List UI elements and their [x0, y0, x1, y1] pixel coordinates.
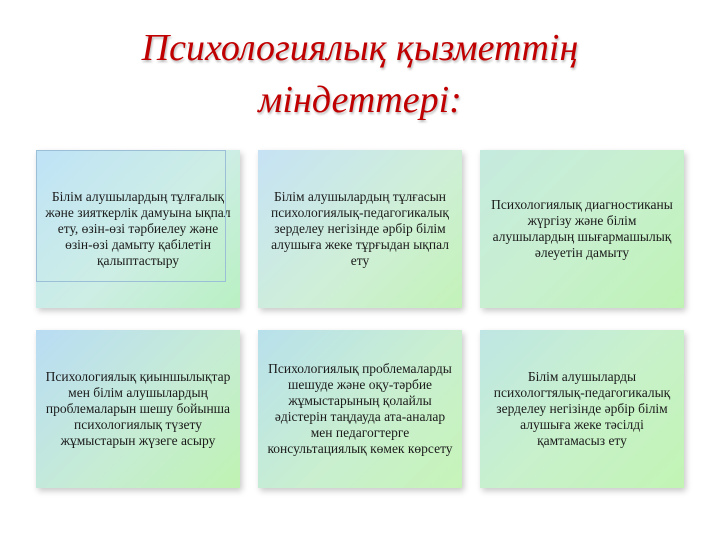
task-card-1	[36, 150, 240, 308]
task-card-5	[258, 330, 462, 488]
task-card-2	[258, 150, 462, 308]
task-card-5-text: Психологиялық проблемаларды шешуде және оқу-тәрбие жұмыстарының қолайлы әдістерін таңдауда ата-аналар мен педагогтерге консультациялық көмек көрсету	[267, 361, 453, 456]
task-card-6	[480, 330, 684, 488]
title-line-2: міндеттері:	[258, 79, 462, 121]
task-card-2-text: Білім алушылардың тұлғасын психологиялық-педагогикалық зерделеу негізінде әрбір білім алушыға жеке тұрғыдан ықпал ету	[270, 189, 449, 268]
slide-title	[60, 22, 660, 126]
task-card-1-text: Білім алушылардың тұлғалық және зияткерлік дамуына ықпал ету, өзін-өзі тәрбиелеу және өзін-өзі дамыту қабілетін қалыптастыру	[45, 189, 231, 268]
title-line-1: Психологиялық қызметтің	[141, 27, 579, 69]
task-card-3	[480, 150, 684, 308]
task-card-6-text: Білім алушыларды психологтялық-педагогикалық зерделеу негізінде әрбір білім алушыға жеке тәсілді қамтамасыз ету	[493, 369, 671, 448]
task-card-3-text: Психологиялық диагностиканы жүргізу және білім алушылардың шығармашылық әлеуетін дамыту	[491, 197, 673, 260]
task-card-4	[36, 330, 240, 488]
task-card-4-text: Психологиялық қиыншылықтар мен білім алушылардың проблемаларын шешу бойынша психологиялық түзету жұмыстарын жүзеге асыру	[45, 369, 231, 448]
